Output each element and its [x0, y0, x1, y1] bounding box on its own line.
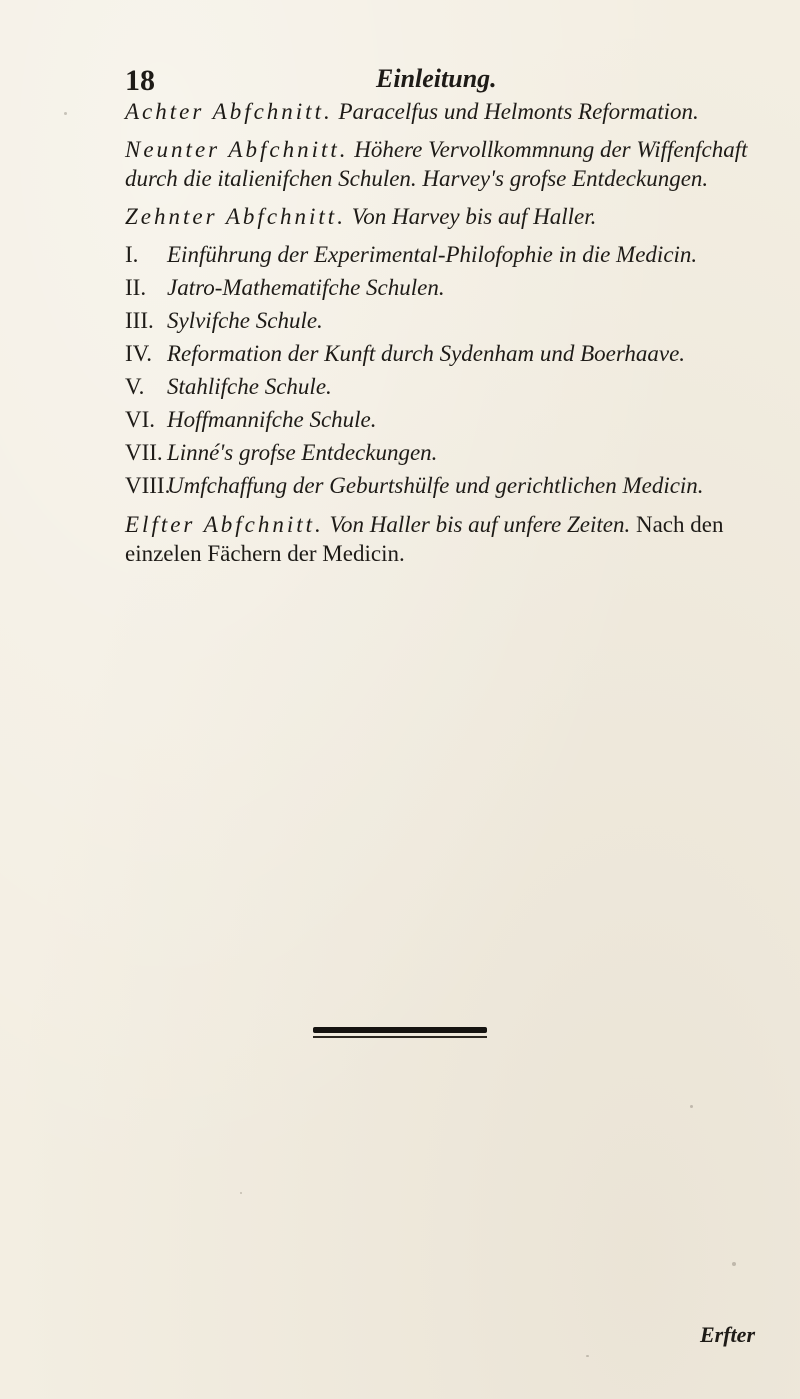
catchword: Erfter [700, 1322, 755, 1347]
subsection-text: Umfchaffung der Geburtshülfe und gerichtlichen Medicin. [167, 473, 704, 498]
subsection-text: Einführung der Experimental-Philofophie in die Medicin. [167, 242, 698, 267]
section-note: Nach den einzelen Fächern der Medicin. [125, 512, 724, 566]
running-head: Einleitung. [376, 64, 497, 93]
toc-entry-9 [125, 135, 775, 193]
paper-speck [732, 1262, 736, 1266]
subsection-numeral: III. [125, 308, 154, 333]
subsection-numeral: VI. [125, 407, 156, 432]
ornamental-rule-line [313, 1036, 487, 1038]
subsection-item [125, 438, 775, 467]
paper-speck [64, 112, 67, 115]
subsection-item [125, 372, 775, 401]
subsection-numeral: II. [125, 275, 147, 300]
subsection-numeral: I. [125, 242, 139, 267]
section-description: Paracelfus und Helmonts Reformation. [338, 99, 699, 124]
subsection-item [125, 273, 775, 302]
subsection-text: Sylvifche Schule. [167, 308, 323, 333]
toc-entry-8 [125, 97, 775, 126]
subsection-item [125, 471, 775, 500]
subsection-item [125, 405, 775, 434]
section-heading: Achter Abfchnitt. [125, 99, 333, 124]
subsection-list [125, 240, 775, 500]
subsection-text: Linné's grofse Entdeckungen. [167, 440, 438, 465]
section-description: Höhere Vervollkommnung der Wiffenfchaft durch die italienifchen Schulen. Harvey's grofse Entdeckungen. [125, 137, 748, 191]
subsection-text: Reformation der Kunft durch Sydenham und Boerhaave. [167, 341, 686, 366]
paper-speck [240, 1192, 242, 1194]
table-of-contents [125, 97, 775, 577]
subsection-text: Jatro-Mathematifche Schulen. [167, 275, 445, 300]
section-heading: Zehnter Abfchnitt. [125, 204, 346, 229]
page-header [0, 58, 800, 98]
subsection-text: Stahlifche Schule. [167, 374, 332, 399]
page-number: 18 [125, 64, 155, 97]
subsection-numeral: VIII. [125, 473, 171, 498]
section-description: Von Haller bis auf unfere Zeiten. [329, 512, 631, 537]
ornamental-rule [313, 1027, 487, 1033]
paper-speck [586, 1355, 589, 1357]
subsection-text: Hoffmannifche Schule. [167, 407, 377, 432]
subsection-item [125, 306, 775, 335]
subsection-numeral: IV. [125, 341, 153, 366]
toc-entry-10 [125, 202, 775, 231]
subsection-item [125, 240, 775, 269]
subsection-numeral: VII. [125, 440, 163, 465]
subsection-item [125, 339, 775, 368]
section-heading: Elfter Abfchnitt. [125, 512, 324, 537]
toc-entry-11 [125, 510, 775, 568]
paper-speck [690, 1105, 693, 1108]
subsection-numeral: V. [125, 374, 145, 399]
section-description: Von Harvey bis auf Haller. [351, 204, 597, 229]
section-heading: Neunter Abfchnitt. [125, 137, 349, 162]
